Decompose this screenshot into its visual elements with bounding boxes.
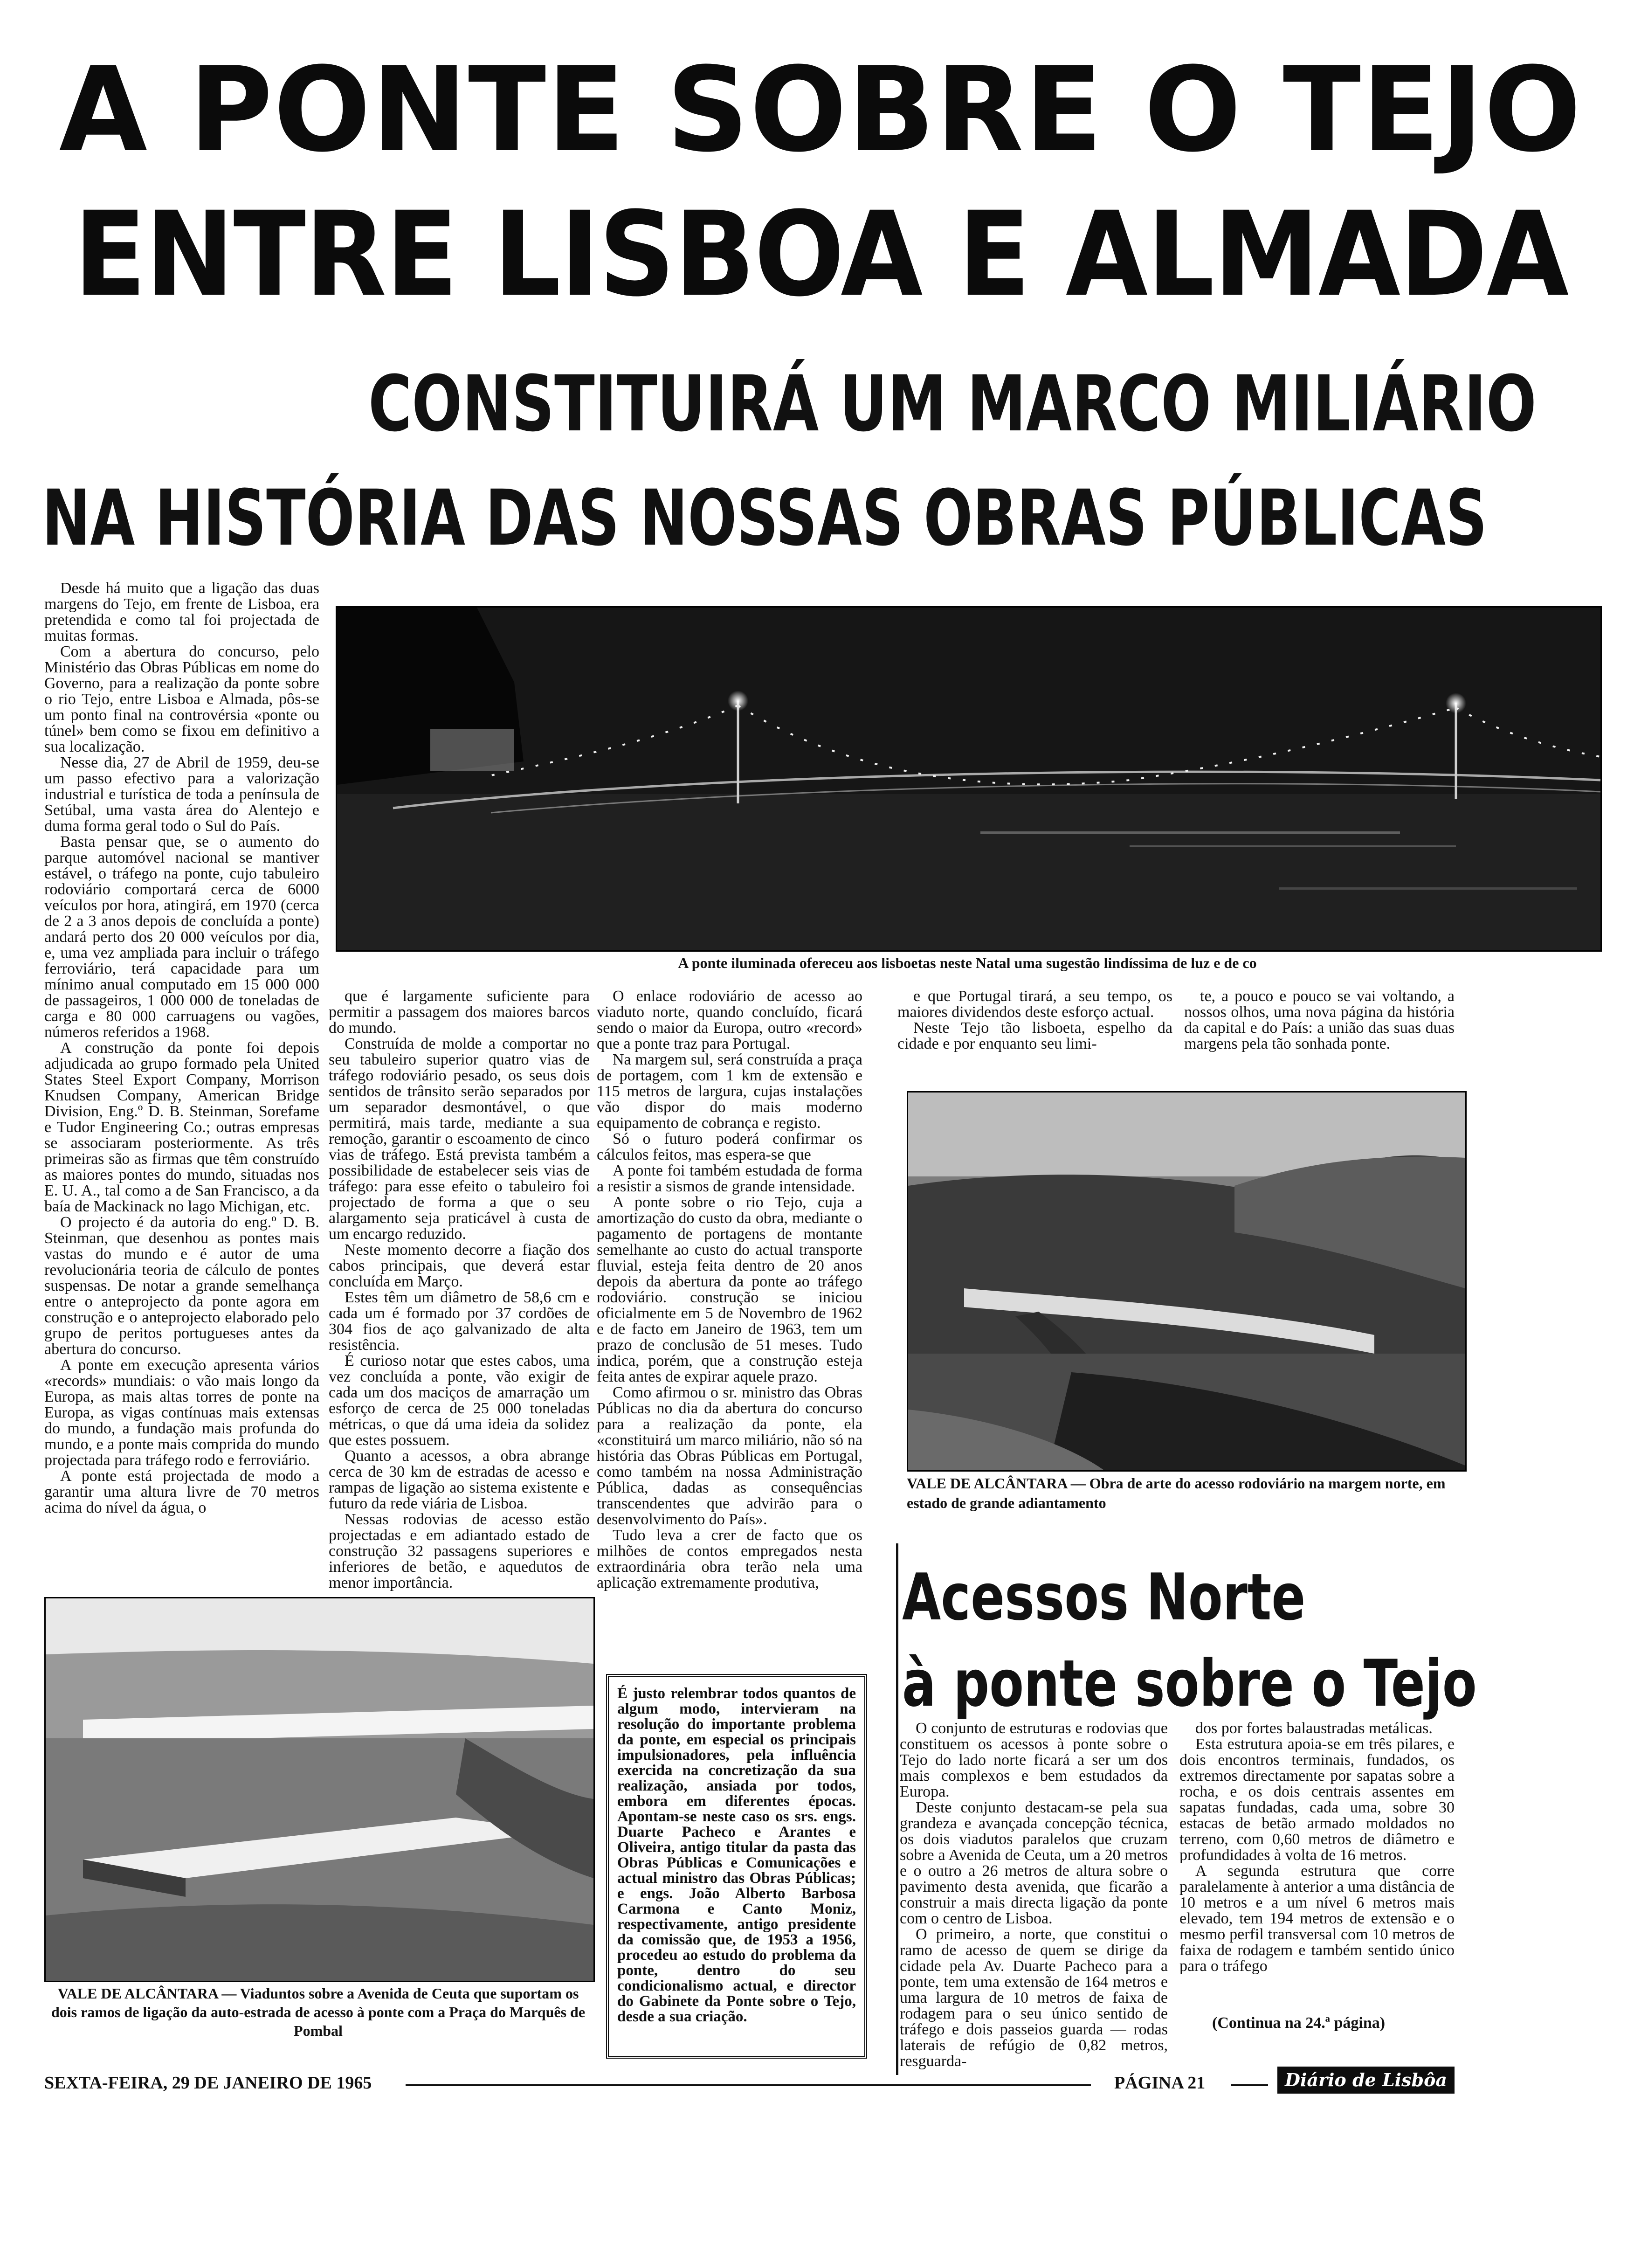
paragraph: A construção da ponte foi depois adjudicada ao grupo formado pela United States Steel Export Company, Morrison Knudsen Company, American Bridge Division, Eng.º D. B. Steinman, Sorefame e Tudor Engineering Co.; outras empresas se associaram posteriormente. As três primeiras são as firmas que têm construído as maiores pontes do mundo, situadas nos E. U. A., tal como a de San Francisco, a da baía de Mackinack no lago Michigan, etc. — [44, 1039, 319, 1215]
paragraph: que é largamente suficiente para permitir a passagem dos maiores barcos do mundo. — [329, 988, 590, 1037]
paragraph: te, a pouco e pouco se vai voltando, a nossos olhos, uma nova página da história da capital e do País: a união das suas duas margens pela tão sonhada ponte. — [1184, 988, 1455, 1052]
caption-label: VALE DE ALCÂNTARA — — [907, 1475, 1086, 1492]
paragraph: e que Portugal tirará, a seu tempo, os maiores dividendos deste esforço actual. — [897, 988, 1172, 1021]
photo-vale-alcantara-viaduct-caption — [907, 1473, 1464, 1513]
paragraph: Com a abertura do concurso, pelo Ministério das Obras Públicas em nome do Governo, para a realização da ponte sobre o rio Tejo, entre Lisboa e Almada, pôs-se um ponto final na controvérsia «ponte ou túnel» bem como se fixou em definitivo a sua localização. — [44, 643, 319, 755]
boxed-note-text: É justo relembrar todos quantos de algum modo, intervieram na resolução do importante problema da ponte, em especial os principais impulsionadores, pela influência exercida na concretização da sua realização, ansiada por todos, embora em diferentes épocas. Apontam-se neste caso os srs. engs. Duarte Pacheco e Arantes e Oliveira, antigo titular da pasta das Obras Públicas e Comunicações e actual ministro das Obras Públicas; e engs. João Alberto Barbosa Carmona e Canto Moniz, respectivamente, antigo presidente da comissão que, de 1953 a 1956, procedeu ao estudo do problema da ponte, dentro do seu condicionalismo actual, e director do Gabinete da Ponte sobre o Tejo, desde a sua criação. — [617, 1685, 856, 2025]
footer-page-number: PÁGINA 21 — [1114, 2073, 1206, 2093]
paragraph: Na margem sul, será construída a praça de portagem, com 1 km de extensão e 115 metros de largura, cujas instalações vão dispor do mais moderno equipamento de cobrança e registo. — [597, 1051, 862, 1132]
paragraph: A ponte sobre o rio Tejo, cuja a amortização do custo da obra, mediante o pagamento de portagens de montante semelhante ao custo do actual transporte fluvial, esteja feita dentro de 20 anos depois da abertura da ponte ao tráfego rodoviário. construção se iniciou oficialmente em 5 de Novembro de 1962 e de facto em Janeiro de 1963, tem um prazo de conclusão de 51 meses. Tudo indica, porém, que a construção esteja feita antes de expirar aquele prazo. — [597, 1194, 862, 1385]
paragraph: Neste momento decorre a fiação dos cabos principais, que deverá estar concluída em Março. — [329, 1241, 590, 1290]
paragraph: É curioso notar que estes cabos, uma vez concluída a ponte, vão exigir de cada um dos maciços de amarração um esforço de cerca de 25 000 toneladas métricas, o que dá uma ideia da solidez que estes possuem. — [329, 1352, 590, 1449]
caption-label: VALE DE ALCÂNTARA — — [57, 1985, 237, 2002]
photo-vale-alcantara-viaduct — [907, 1091, 1467, 1472]
caption-text: Obra de arte do acesso rodoviário na margem norte, em estado de grande adiantamento — [907, 1475, 1446, 1511]
masthead-logo-text: Diário de Lisbôa — [1284, 2069, 1448, 2090]
headline-line-1: A PONTE SOBRE O TEJO — [59, 42, 1582, 178]
paragraph: O conjunto de estruturas e rodovias que constituem os acessos à ponte sobre o Tejo do lado norte ficará a ser um dos mais complexos e bem estudados da Europa. — [900, 1720, 1168, 1800]
side-article-column-b — [1179, 1721, 1455, 2010]
paragraph: dos por fortes balaustradas metálicas. — [1195, 1720, 1433, 1737]
paragraph: A ponte foi também estudada de forma a resistir a sismos de grande intensidade. — [597, 1162, 862, 1195]
photo-viaducts-avenida-ceuta — [44, 1597, 595, 1982]
headline-line-4: NA HISTÓRIA DAS NOSSAS OBRAS PÚBLICAS — [42, 473, 1488, 563]
paragraph: Como afirmou o sr. ministro das Obras Públicas no dia da abertura do concurso para a realização da ponte, ela «constituirá um marco miliário, não só na história das Obras Públicas em Portugal, como também na nossa Administração Pública, dadas as consequências transcendentes que advirão para o desenvolvimento do País». — [597, 1384, 862, 1528]
paragraph: Deste conjunto destacam-se pela sua grandeza e avançada concepção técnica, os dois viadutos paralelos que cruzam sobre a Avenida de Ceuta, um a 20 metros e o outro a 26 metros de altura sobre o pavimento desta avenida, que ficarão a construir a mais directa ligação da ponte com o centro de Lisboa. — [900, 1799, 1168, 1927]
article-column-5 — [1184, 989, 1455, 1082]
paragraph: A segunda estrutura que corre paralelamente à anterior a uma distância de 10 metros e a um nível 6 metros mais elevado, tem 194 metros de extensão e o mesmo perfil transversal com 10 metros de faixa de rodagem e também sentido único para o tráfego — [1179, 1862, 1455, 1975]
paragraph: Construída de molde a comportar no seu tabuleiro superior quatro vias de tráfego rodoviário pesado, os seus dois sentidos de trânsito serão separados por um separador desmontável, o que permitirá, mais tarde, mediante a sua remoção, garantir o escoamento de cinco vias de tráfego. Está prevista também a possibilidade de estabelecer seis vias de tráfego: para esse efeito o tabuleiro foi projectado de forma a que o seu alargamento seja praticável à custa de um encargo reduzido. — [329, 1035, 590, 1243]
side-article-rule-left — [896, 1543, 898, 2075]
footer-date: SEXTA-FEIRA, 29 DE JANEIRO DE 1965 — [44, 2073, 372, 2093]
article-column-1 — [44, 581, 319, 1569]
side-article-column-a — [900, 1721, 1168, 2080]
paragraph: Basta pensar que, se o aumento do parque automóvel nacional se mantiver estável, o tráfego na ponte, cujo tabuleiro rodoviário comportará cerca de 6000 veículos por hora, atingirá, em 1970 (cerca de 2 a 3 anos depois de concluída a ponte) andará perto dos 20 000 veículos por dia, e, uma vez ampliada para incluir o tráfego ferroviário, terá capacidade para um mínimo anual computado em 15 000 000 de passageiros, 1 000 000 de toneladas de carga e 80 000 carruagens ou vagões, números referidos a 1968. — [44, 833, 319, 1041]
caption-text: Viaduntos sobre a Avenida de Ceuta que suportam os dois ramos de ligação da auto-estrada de acesso à ponte com a Praça do Marquês de Pombal — [51, 1985, 586, 2039]
photo-bridge-night — [336, 606, 1602, 952]
paragraph: Esta estrutura apoia-se em três pilares, e dois encontros terminais, fundados, os extremos directamente por sapatas sobre a rocha, e os dois centrais assentes em sapatas fundadas, cada uma, sobre 30 estacas de betão armado moldados no terreno, com 0,60 metros de diâmetro e profundidades à volta de 16 metros. — [1179, 1736, 1455, 1864]
paragraph: O projecto é da autoria do eng.º D. B. Steinman, que desenhou as pontes mais vastas do mundo e é autor de uma revolucionária teoria de cálculo de pontes suspensas. De notar a grande semelhança entre o anteprojecto da ponte agora em construção e o anteprojecto elaborado pelo grupo de peritos portugueses antes da abertura do concurso. — [44, 1214, 319, 1358]
paragraph: Estes têm um diâmetro de 58,6 cm e cada um é formado por 37 cordões de 304 fios de aço galvanizado de alta resistência. — [329, 1289, 590, 1354]
footer-rule-left — [406, 2084, 1091, 2086]
paragraph: Desde há muito que a ligação das duas margens do Tejo, em frente de Lisboa, era pretendida e como tal foi projectada de muitas formas. — [44, 580, 319, 644]
paragraph: Quanto a acessos, a obra abrange cerca de 30 km de estradas de acesso e rampas de ligação ao sistema existente e futuro da rede viária de Lisboa. — [329, 1447, 590, 1512]
paragraph: Só o futuro poderá confirmar os cálculos feitos, mas espera-se que — [597, 1130, 862, 1163]
paragraph: A ponte está projectada de modo a garantir uma altura livre de 70 metros acima do nível da água, o — [44, 1467, 319, 1516]
headline-line-3: CONSTITUIRÁ UM MARCO MILIÁRIO — [368, 359, 1537, 449]
side-article-title-line-1: Acessos Norte — [902, 1560, 1306, 1635]
photo-viaducts-avenida-ceuta-caption — [44, 1984, 592, 2040]
headline-line-2: ENTRE LISBOA E ALMADA — [74, 187, 1568, 322]
article-column-3 — [597, 989, 862, 1674]
paragraph: Tudo leva a crer de facto que os milhões de contos empregados nesta extraordinária obra terão nela uma aplicação extremamente produtiva, — [597, 1527, 862, 1591]
article-column-4 — [897, 989, 1172, 1082]
photo-bridge-night-caption: A ponte iluminada ofereceu aos lisboetas neste Natal uma sugestão lindíssima de luz e de co — [678, 954, 1257, 971]
paragraph: Nesse dia, 27 de Abril de 1959, deu-se um passo efectivo para a valorização industrial e turística de toda a península de Setúbal, uma vasta área do Alentejo e duma forma geral todo o Sul do País. — [44, 754, 319, 835]
article-column-2 — [329, 988, 590, 1591]
boxed-note — [606, 1674, 867, 2059]
side-article-title-line-2: à ponte sobre o Tejo — [902, 1646, 1477, 1721]
continued-note: (Continua na 24.ª página) — [1212, 2014, 1386, 2032]
paragraph: O enlace rodoviário de acesso ao viaduto norte, quando concluído, ficará sendo o maior da Europa, outro «record» que a ponte traz para Portugal. — [597, 988, 862, 1052]
masthead-logo — [1277, 2067, 1455, 2094]
paragraph: Nessas rodovias de acesso estão projectadas e em adiantado estado de construção 32 passagens superiores e inferiores de betão, e aquedutos de menor importância. — [329, 1511, 590, 1591]
footer-rule-right — [1231, 2084, 1268, 2086]
paragraph: Neste Tejo tão lisboeta, espelho da cidade e por enquanto seu limi- — [897, 1019, 1172, 1052]
paragraph: A ponte em execução apresenta vários «records» mundiais: o vão mais longo da Europa, as mais altas torres de ponte na Europa, as vigas contínuas mais extensas do mundo, a fundação mais profunda do mundo, e a ponte mais comprida do mundo projectada para tráfego rodo e ferroviário. — [44, 1356, 319, 1469]
paragraph: O primeiro, a norte, que constitui o ramo de acesso de quem se dirige da cidade pela Av. Duarte Pacheco para a ponte, tem uma extensão de 164 metros e uma largura de 10 metros de faixa de rodagem para o seu único sentido de tráfego e dois passeios guarda — rodas laterais de refúgio de 0,82 metros, resguarda- — [900, 1926, 1168, 2070]
